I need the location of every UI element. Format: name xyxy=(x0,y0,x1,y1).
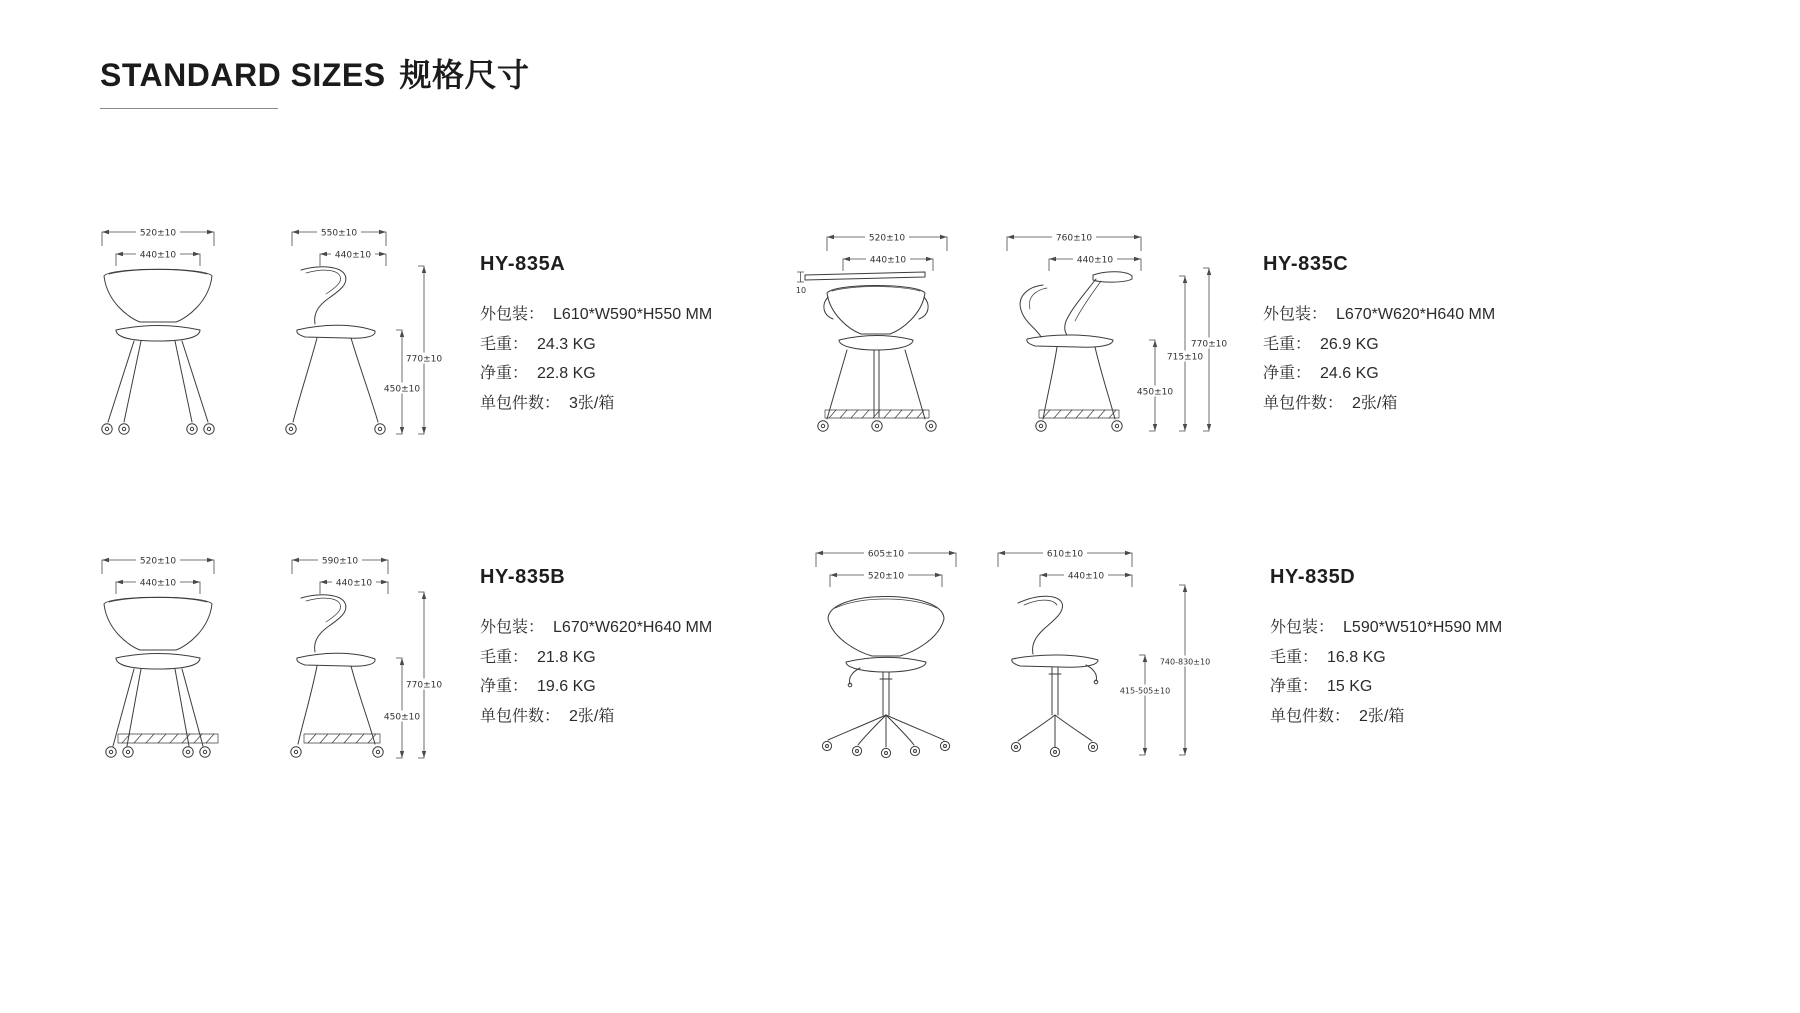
spec-label: 外包装： xyxy=(1270,619,1335,636)
dim-height-total xyxy=(1188,268,1230,431)
spec-value: 2张/箱 xyxy=(1352,394,1398,412)
hy835b-front-view xyxy=(102,555,218,758)
spec-value: 24.6 KG xyxy=(1320,365,1379,382)
svg-text:440±10: 440±10 xyxy=(139,578,177,589)
svg-text:440±10: 440±10 xyxy=(1067,571,1105,582)
svg-text:440±10: 440±10 xyxy=(335,578,373,589)
svg-text:450±10: 450±10 xyxy=(1136,387,1174,398)
model-name: HY-835A xyxy=(480,253,566,275)
dim-side-inner xyxy=(1040,570,1132,588)
svg-text:770±10: 770±10 xyxy=(1190,339,1228,350)
dim-side-inner xyxy=(320,577,388,595)
spec-label: 毛重： xyxy=(480,335,529,353)
spec-value: 26.9 KG xyxy=(1320,335,1379,353)
hy835c-front-view xyxy=(796,232,947,432)
hy835b-side-view xyxy=(291,555,388,758)
spec-label: 净重： xyxy=(480,678,529,695)
spec-value: 2张/箱 xyxy=(1359,707,1405,725)
svg-text:715±10: 715±10 xyxy=(1166,352,1204,363)
model-name: HY-835B xyxy=(480,566,566,588)
dim-side-outer xyxy=(1007,232,1141,252)
spec-value: 24.3 KG xyxy=(537,335,596,353)
dim-height-seat xyxy=(381,658,423,758)
dim-side-outer xyxy=(292,555,388,575)
dim-front-outer xyxy=(816,548,956,568)
spec-label: 毛重： xyxy=(1263,335,1312,353)
spec-label: 单包件数： xyxy=(480,707,561,725)
spec-row-gross-weight xyxy=(480,330,760,360)
spec-value: 22.8 KG xyxy=(537,365,596,382)
spec-value: 15 KG xyxy=(1327,678,1373,695)
model-spec-hy-835d xyxy=(1270,566,1550,731)
dim-front-inner xyxy=(116,577,200,595)
dim-side-inner xyxy=(1049,254,1141,272)
spec-value: 21.8 KG xyxy=(537,648,596,666)
model-spec-hy-835b xyxy=(480,566,760,731)
caster-icon xyxy=(106,747,210,757)
dim-height-seat xyxy=(1116,655,1174,755)
spec-label: 净重： xyxy=(1270,678,1319,695)
model-spec-hy-835a xyxy=(480,253,760,418)
spec-value: 3张/箱 xyxy=(569,394,615,412)
page-title-zh: 规格尺寸 xyxy=(399,57,530,93)
spec-value: L670*W620*H640 MM xyxy=(553,619,713,636)
spec-label: 毛重： xyxy=(480,648,529,666)
spec-value: L610*W590*H550 MM xyxy=(553,306,713,323)
svg-text:550±10: 550±10 xyxy=(320,228,358,239)
spec-row-gross-weight xyxy=(1263,330,1543,360)
spec-label: 外包装： xyxy=(480,306,545,323)
spec-row-net-weight xyxy=(480,359,760,389)
dim-front-inner xyxy=(116,249,200,267)
svg-text:520±10: 520±10 xyxy=(868,233,906,244)
dim-height-seat xyxy=(381,330,423,434)
svg-text:440±10: 440±10 xyxy=(1076,255,1114,266)
svg-text:520±10: 520±10 xyxy=(867,571,905,582)
caster-icon xyxy=(1036,421,1122,431)
page-title xyxy=(100,50,530,96)
dim-front-inner xyxy=(830,570,942,588)
spec-label: 单包件数： xyxy=(1270,707,1351,725)
spec-row-outer-pack xyxy=(480,300,760,330)
title-underline xyxy=(100,108,278,109)
drawing-hy-835b xyxy=(88,538,448,773)
page-title-en: STANDARD SIZES xyxy=(100,57,386,93)
caster-icon xyxy=(286,424,385,434)
svg-text:440±10: 440±10 xyxy=(334,250,372,261)
svg-text:760±10: 760±10 xyxy=(1055,233,1093,244)
dim-height-total xyxy=(403,266,445,434)
spec-row-pack-qty xyxy=(1263,389,1543,419)
spec-label: 外包装： xyxy=(480,619,545,636)
svg-text:610±10: 610±10 xyxy=(1046,549,1084,560)
hy835d-side-view xyxy=(998,548,1132,757)
spec-row-net-weight xyxy=(1263,359,1543,389)
dim-front-outer xyxy=(102,555,214,575)
svg-text:605±10: 605±10 xyxy=(867,549,905,560)
svg-text:770±10: 770±10 xyxy=(405,354,443,365)
spec-row-pack-qty xyxy=(480,389,760,419)
spec-value: 19.6 KG xyxy=(537,678,596,695)
spec-label: 单包件数： xyxy=(1263,394,1344,412)
spec-row-pack-qty xyxy=(480,702,760,732)
drawing-hy-835a xyxy=(88,210,448,445)
svg-text:450±10: 450±10 xyxy=(383,384,421,395)
spec-label: 外包装： xyxy=(1263,306,1328,323)
dim-side-inner xyxy=(320,249,386,267)
dim-front-inner xyxy=(843,254,933,272)
spec-label: 净重： xyxy=(1263,365,1312,382)
svg-text:450±10: 450±10 xyxy=(383,712,421,723)
drawing-hy-835d xyxy=(800,535,1270,775)
spec-value: 2张/箱 xyxy=(569,707,615,725)
caster-icon xyxy=(291,747,383,757)
spec-label: 单包件数： xyxy=(480,394,561,412)
dim-front-outer xyxy=(102,227,214,247)
hy835d-front-view xyxy=(816,548,956,758)
spec-value: L670*W620*H640 MM xyxy=(1336,306,1496,323)
svg-text:520±10: 520±10 xyxy=(139,228,177,239)
caster-icon xyxy=(818,421,936,431)
spec-row-outer-pack xyxy=(480,613,760,643)
svg-text:740-830±10: 740-830±10 xyxy=(1159,657,1211,667)
dim-side-outer xyxy=(998,548,1132,568)
spec-value: L590*W510*H590 MM xyxy=(1343,619,1503,636)
spec-row-pack-qty xyxy=(1270,702,1550,732)
svg-text:440±10: 440±10 xyxy=(139,250,177,261)
spec-label: 净重： xyxy=(480,365,529,382)
dim-height-total xyxy=(1153,585,1217,755)
model-name: HY-835D xyxy=(1270,566,1356,588)
svg-text:590±10: 590±10 xyxy=(321,556,359,567)
model-name: HY-835C xyxy=(1263,253,1349,275)
page-header xyxy=(100,50,530,109)
svg-text:415-505±10: 415-505±10 xyxy=(1119,686,1171,696)
svg-text:770±10: 770±10 xyxy=(405,680,443,691)
drawing-hy-835c xyxy=(795,213,1265,453)
hy835a-front-view xyxy=(102,227,214,435)
svg-text:10: 10 xyxy=(795,286,807,295)
spec-row-net-weight xyxy=(1270,672,1550,702)
model-spec-hy-835c xyxy=(1263,253,1543,418)
dim-height-tablet xyxy=(1164,276,1206,431)
caster-icon xyxy=(102,424,214,434)
hy835c-side-view xyxy=(1007,232,1141,432)
spec-row-net-weight xyxy=(480,672,760,702)
dim-side-outer xyxy=(292,227,386,247)
spec-value: 16.8 KG xyxy=(1327,648,1386,666)
dim-front-outer xyxy=(827,232,947,252)
svg-text:440±10: 440±10 xyxy=(869,255,907,266)
svg-text:520±10: 520±10 xyxy=(139,556,177,567)
spec-label: 毛重： xyxy=(1270,648,1319,666)
spec-row-gross-weight xyxy=(1270,643,1550,673)
spec-row-outer-pack xyxy=(1270,613,1550,643)
spec-row-outer-pack xyxy=(1263,300,1543,330)
hy835a-side-view xyxy=(286,227,386,435)
dim-height-total xyxy=(403,592,445,758)
spec-row-gross-weight xyxy=(480,643,760,673)
